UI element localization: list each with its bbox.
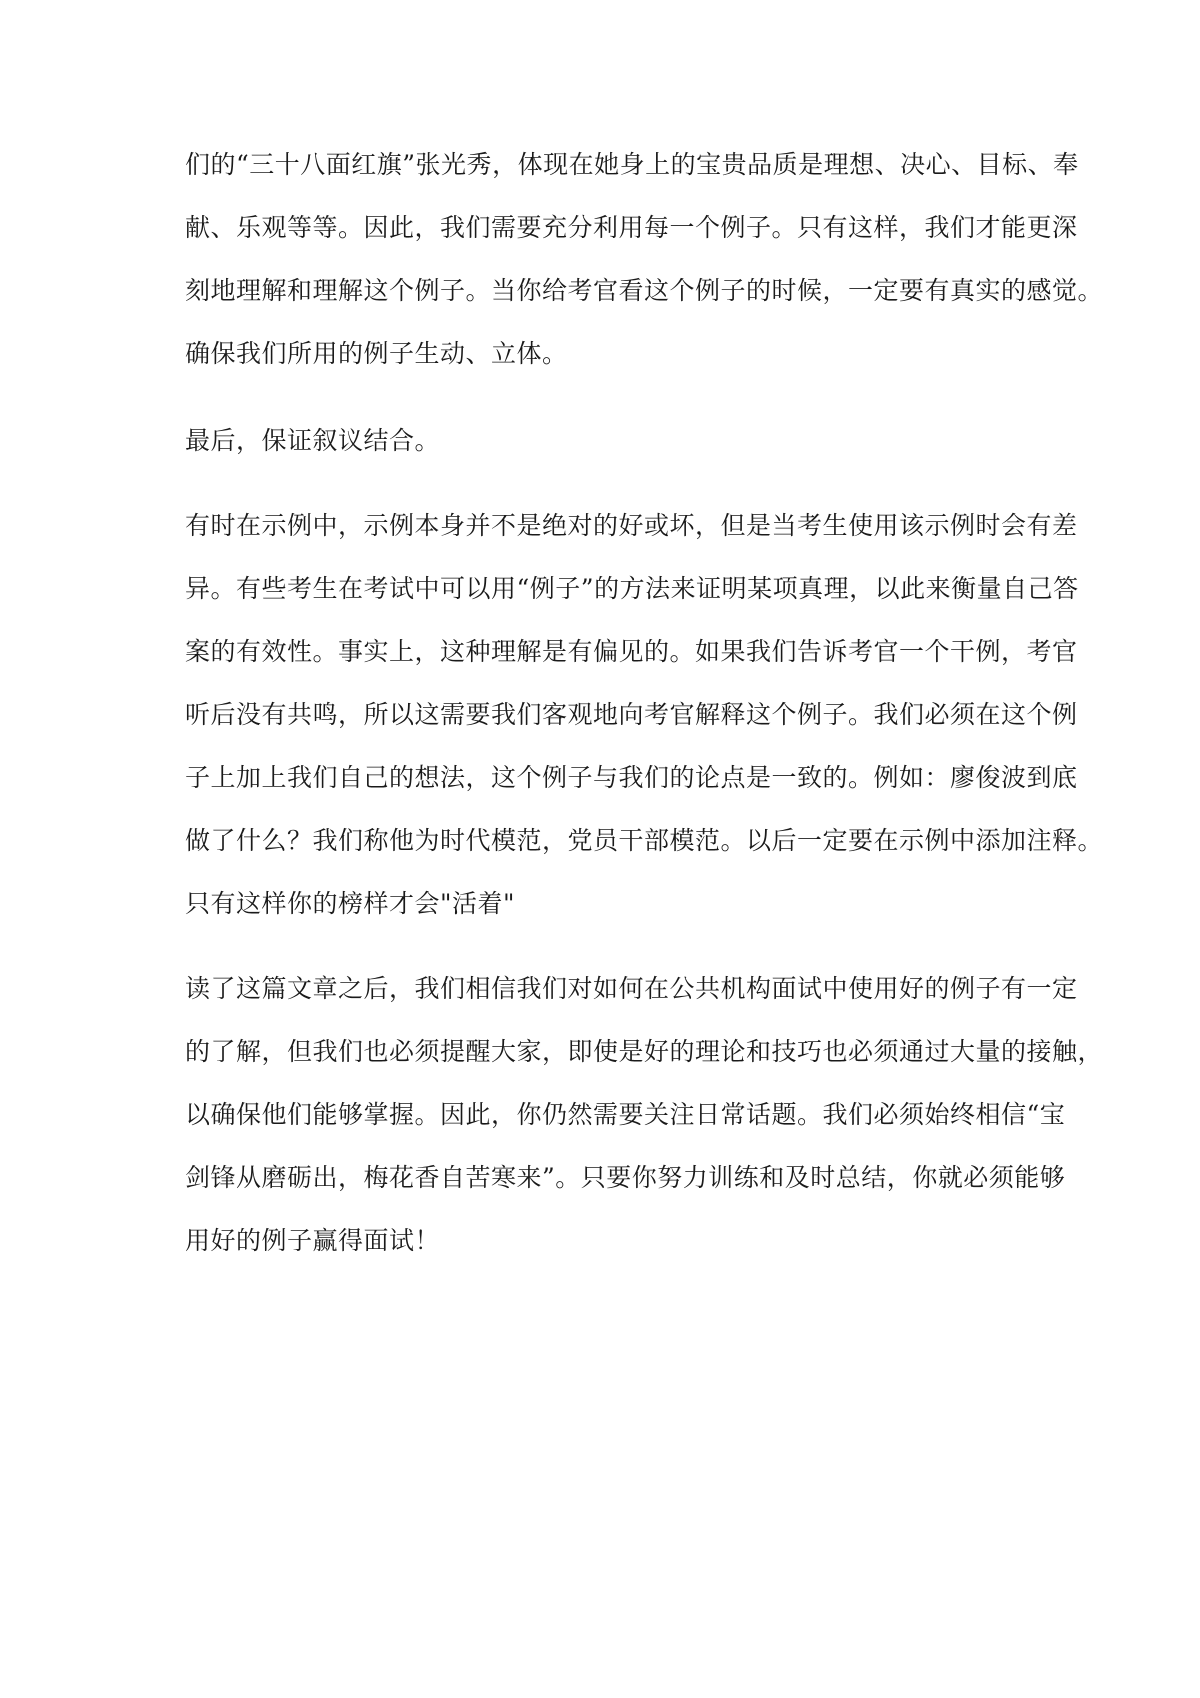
paragraph-line: 听后没有共鸣，所以这需要我们客观地向考官解释这个例子。我们必须在这个例: [185, 700, 1078, 729]
paragraph-line: 只有这样你的榜样才会"活着": [185, 889, 515, 918]
paragraph-line: 有时在示例中，示例本身并不是绝对的好或坏，但是当考生使用该示例时会有差: [185, 511, 1078, 540]
paragraph-line: 用好的例子赢得面试！: [185, 1226, 441, 1255]
paragraph-line: 刻地理解和理解这个例子。当你给考官看这个例子的时候，一定要有真实的感觉。: [185, 276, 1104, 305]
paragraph-line: 做了什么？我们称他为时代模范，党员干部模范。以后一定要在示例中添加注释。: [185, 826, 1104, 855]
paragraph-line: 子上加上我们自己的想法，这个例子与我们的论点是一致的。例如：廖俊波到底: [185, 763, 1078, 792]
paragraph-line: 献、乐观等等。因此，我们需要充分利用每一个例子。只有这样，我们才能更深: [185, 213, 1078, 242]
paragraph-line: 最后，保证叙议结合。: [185, 426, 441, 455]
paragraph-line: 读了这篇文章之后，我们相信我们对如何在公共机构面试中使用好的例子有一定: [185, 974, 1078, 1003]
paragraph-line: 剑锋从磨砺出，梅花香自苦寒来”。只要你努力训练和及时总结，你就必须能够: [185, 1163, 1066, 1192]
paragraph-line: 以确保他们能够掌握。因此，你仍然需要关注日常话题。我们必须始终相信“宝: [185, 1100, 1066, 1129]
paragraph-line: 案的有效性。事实上，这种理解是有偏见的。如果我们告诉考官一个干例，考官: [185, 637, 1078, 666]
paragraph-line: 们的“三十八面红旗”张光秀，体现在她身上的宝贵品质是理想、决心、目标、奉: [185, 150, 1079, 179]
paragraph-line: 确保我们所用的例子生动、立体。: [185, 339, 568, 368]
paragraph-line: 异。有些考生在考试中可以用“例子”的方法来证明某项真理，以此来衡量自己答: [185, 574, 1079, 603]
paragraph-line: 的了解，但我们也必须提醒大家，即使是好的理论和技巧也必须通过大量的接触，: [185, 1037, 1104, 1066]
